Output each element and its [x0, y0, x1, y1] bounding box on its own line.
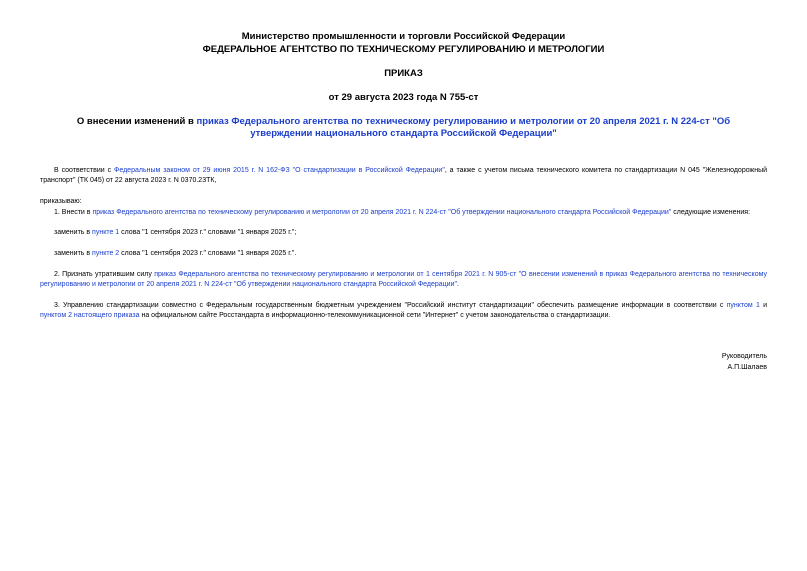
change-1-text-2: слова "1 сентября 2023 г." словами "1 января 2025 г.";	[119, 229, 297, 236]
document-title	[60, 116, 747, 140]
item-3-paragraph	[40, 301, 767, 321]
signature-name: А.П.Шалаев	[727, 364, 767, 371]
agency-name: ФЕДЕРАЛЬНОЕ АГЕНТСТВО ПО ТЕХНИЧЕСКОМУ РЕГУЛИРОВАНИЮ И МЕТРОЛОГИИ	[202, 44, 605, 55]
change-2-paragraph	[40, 249, 767, 259]
item-3-link-2[interactable]: пунктом 2 настоящего приказа	[40, 312, 140, 319]
title-link[interactable]: приказ Федерального агентства по техническому регулированию и метрологии от 20 апреля 2021 г. N 224-ст "Об утверждении национального стандарта Российской Федерации"	[196, 116, 731, 139]
change-2-link[interactable]: пункте 2	[92, 250, 120, 257]
change-2-text-2: слова "1 сентября 2023 г." словами "1 января 2025 г.".	[119, 250, 297, 257]
change-2-text-1: заменить в	[54, 250, 93, 257]
preamble-text-1: В соответствии с	[54, 167, 115, 174]
item-3-text-1: 3. Управлению стандартизации совместно с Федеральным государственным бюджетным учреждением "Российский институт стандартизации" обеспечить размещение информации в соответствии с	[54, 302, 727, 309]
item-3-link-1[interactable]: пунктом 1	[726, 302, 760, 309]
item-2-text-2: .	[457, 281, 459, 288]
item-1-link[interactable]: приказ Федерального агентства по техническому регулированию и метрологии от 20 апреля 2021 г. N 224-ст "Об утверждении национального стандарта Российской Федерации"	[92, 209, 672, 216]
change-1-link[interactable]: пункте 1	[92, 229, 120, 236]
title-prefix: О внесении изменений в	[76, 116, 197, 127]
order-label: ПРИКАЗ	[384, 68, 423, 79]
item-2-text-1: 2. Признать утратившим силу	[54, 271, 155, 278]
order-date: от 29 августа 2023 года N 755-ст	[328, 92, 479, 103]
item-3-text-3: на официальном сайте Росстандарта в информационно-телекоммуникационной сети "Интернет" с учетом законодательства о стандартизации.	[139, 312, 611, 319]
signature-position: Руководитель	[721, 353, 767, 360]
item-2-paragraph	[40, 270, 767, 290]
federal-law-link[interactable]: Федеральным законом от 29 июня 2015 г. N 162-ФЗ "О стандартизации в Российской Федерации"	[114, 167, 445, 174]
order-word: приказываю:	[40, 198, 82, 205]
ministry-name: Министерство промышленности и торговли Российской Федерации	[241, 31, 566, 42]
preamble-paragraph	[40, 166, 767, 186]
change-1-paragraph	[40, 228, 767, 238]
item-1-text-2: следующие изменения:	[671, 209, 751, 216]
change-1-text-1: заменить в	[54, 229, 93, 236]
item-3-text-2: и	[759, 302, 767, 309]
item-1-paragraph	[40, 208, 767, 218]
item-1-text-1: 1. Внести в	[54, 209, 93, 216]
preamble-text-2: , а также с учетом письма технического комитета по стандартизации N 045 "Железнодорожный транспорт" (ТК 045) от 22 августа 2023 г. N 0370.23ТК,	[40, 167, 768, 184]
item-2-link[interactable]: приказ Федерального агентства по техническому регулированию и метрологии от 1 сентября 2021 г. N 905-ст "О внесении изменений в приказ Федерального агентства по техническому регулированию и метрологии от 20 апреля 2021 г. N 224-ст "Об утверждении национального стандарта Российской Федерации"	[40, 271, 767, 288]
